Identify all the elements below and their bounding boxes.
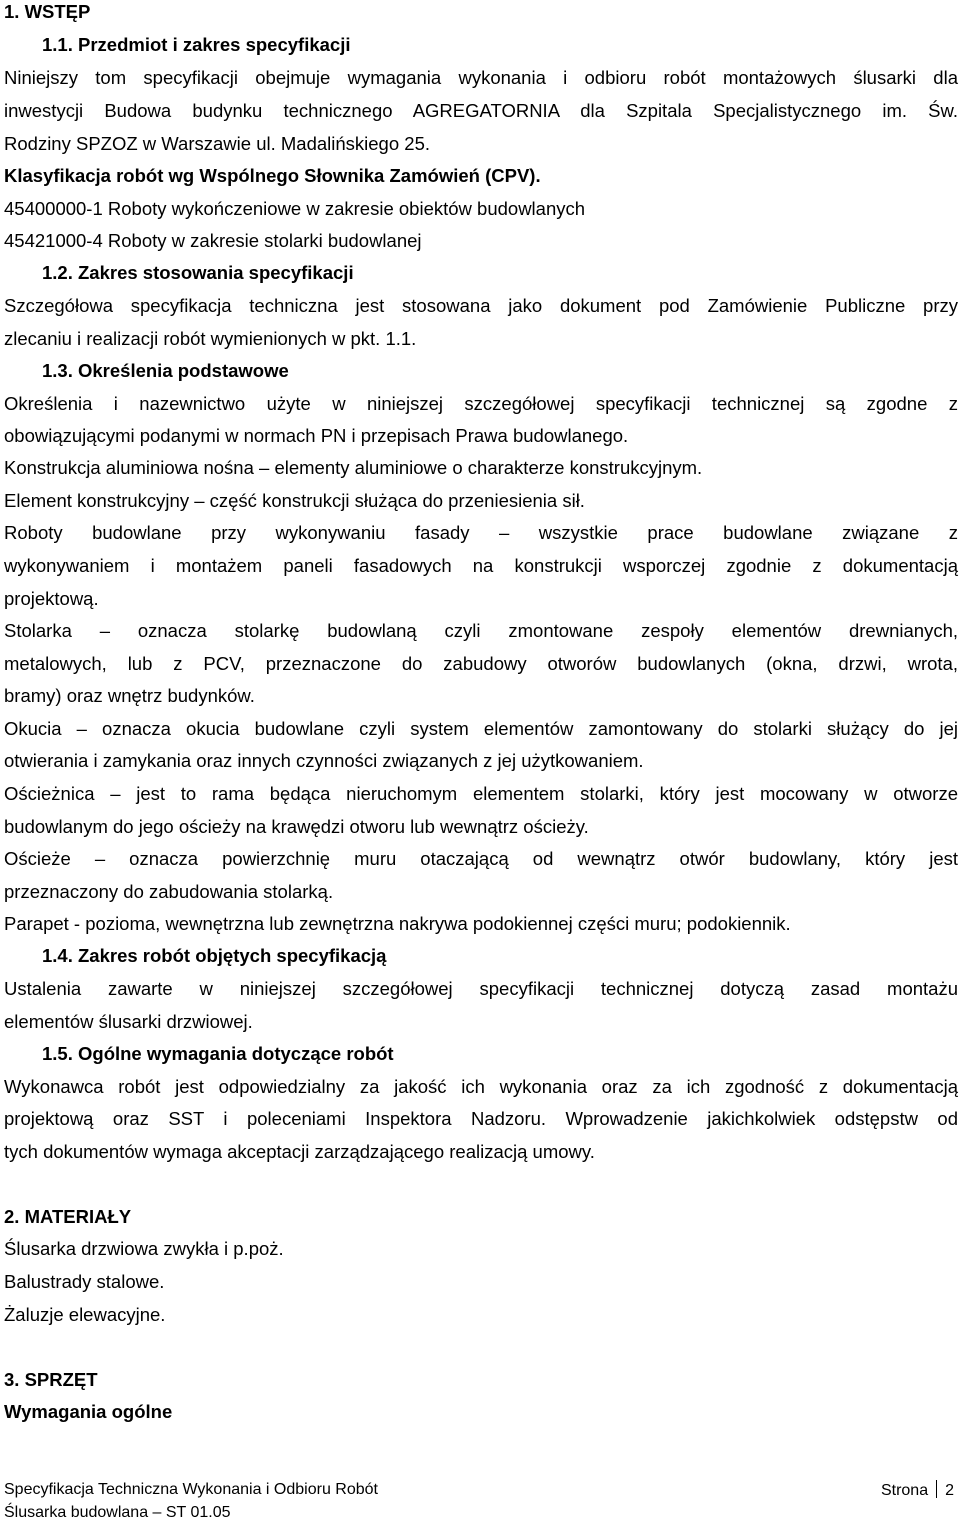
definition-line: metalowych, lub z PCV, przeznaczone do zabudowy otworów budowlanych (okna, drzwi, wrota, [4, 653, 958, 674]
definition-line: Element konstrukcyjny – część konstrukcji służąca do przeniesienia sił. [4, 490, 585, 511]
definition-line: Parapet - pozioma, wewnętrzna lub zewnętrzna nakrywa podokiennej części muru; podokiennik. [4, 913, 791, 934]
subsection-heading-1-2: 1.2. Zakres stosowania specyfikacji [42, 262, 354, 283]
section-heading-2: 2. MATERIAŁY [4, 1206, 132, 1227]
paragraph-line: tych dokumentów wymaga akceptacji zarządzającego realizacją umowy. [4, 1141, 595, 1162]
subsection-heading-1-5: 1.5. Ogólne wymagania dotyczące robót [42, 1043, 394, 1064]
paragraph-line: Niniejszy tom specyfikacji obejmuje wymagania wykonania i odbioru robót montażowych ślusarki dla [4, 67, 958, 88]
material-item: Żaluzje elewacyjne. [4, 1304, 166, 1325]
definition-line: otwierania i zamykania oraz innych czynności związanych z jej użytkowaniem. [4, 750, 644, 771]
paragraph-line: zlecaniu i realizacji robót wymienionych w pkt. 1.1. [4, 328, 417, 349]
cpv-code-line: 45421000-4 Roboty w zakresie stolarki budowlanej [4, 230, 422, 251]
paragraph-line: elementów ślusarki drzwiowej. [4, 1011, 253, 1032]
paragraph-line: Określenia i nazewnictwo użyte w niniejszej szczegółowej specyfikacji technicznej są zgodne z [4, 393, 958, 414]
subsection-heading-1-3: 1.3. Określenia podstawowe [42, 360, 289, 381]
material-item: Balustrady stalowe. [4, 1271, 165, 1292]
page-separator [936, 1480, 937, 1498]
page-number-block [881, 1480, 954, 1501]
section-heading-1: 1. WSTĘP [4, 1, 91, 22]
paragraph-line: projektową oraz SST i poleceniami Inspektora Nadzoru. Wprowadzenie jakichkolwiek odstępstw od [4, 1108, 958, 1129]
page-number: 2 [945, 1482, 954, 1499]
paragraph-line: obowiązującymi podanymi w normach PN i przepisach Prawa budowlanego. [4, 425, 629, 446]
cpv-code-line: 45400000-1 Roboty wykończeniowe w zakresie obiektów budowlanych [4, 198, 586, 219]
cpv-heading: Klasyfikacja robót wg Wspólnego Słownika Zamówień (CPV). [4, 165, 541, 186]
definition-line: Konstrukcja aluminiowa nośna – elementy aluminiowe o charakterze konstrukcyjnym. [4, 457, 703, 478]
paragraph-line: Szczegółowa specyfikacja techniczna jest stosowana jako dokument pod Zamówienie Publiczne przy [4, 295, 958, 316]
footer-subtitle: Ślusarka budowlana – ST 01.05 [4, 1504, 231, 1521]
section-heading-3: 3. SPRZĘT [4, 1369, 98, 1390]
definition-line: Ościeże – oznacza powierzchnię muru otaczającą od wewnątrz otwór budowlany, który jest [4, 848, 958, 869]
definition-line: Ościeżnica – jest to rama będąca nieruchomym elementem stolarki, który jest mocowany w otworze [4, 783, 958, 804]
definition-line: przeznaczony do zabudowania stolarką. [4, 881, 334, 902]
definition-line: projektową. [4, 588, 99, 609]
definition-line: Roboty budowlane przy wykonywaniu fasady – wszystkie prace budowlane związane z [4, 522, 958, 543]
paragraph-line: Wykonawca robót jest odpowiedzialny za jakość ich wykonania oraz za ich zgodność z dokumentacją [4, 1076, 958, 1097]
definition-line: Okucia – oznacza okucia budowlane czyli system elementów zamontowany do stolarki służący do jej [4, 718, 958, 739]
subsection-heading-1-1: 1.1. Przedmiot i zakres specyfikacji [42, 34, 351, 55]
paragraph-line: Ustalenia zawarte w niniejszej szczegółowej specyfikacji technicznej dotyczą zasad montażu [4, 978, 958, 999]
subsection-heading-1-4: 1.4. Zakres robót objętych specyfikacją [42, 945, 387, 966]
requirements-heading: Wymagania ogólne [4, 1401, 173, 1422]
definition-line: budowlanym do jego ościeży na krawędzi otworu lub wewnątrz ościeży. [4, 816, 589, 837]
paragraph-line: Rodziny SPZOZ w Warszawie ul. Madalińskiego 25. [4, 133, 430, 154]
definition-line: wykonywaniem i montażem paneli fasadowych na konstrukcji wsporczej zgodnie z dokumentacją [4, 555, 958, 576]
page-label: Strona [880, 1482, 929, 1499]
footer-title: Specyfikacja Techniczna Wykonania i Odbioru Robót [4, 1481, 378, 1498]
material-item: Ślusarka drzwiowa zwykła i p.poż. [4, 1238, 284, 1259]
paragraph-line: inwestycji Budowa budynku technicznego AGREGATORNIA dla Szpitala Specjalistycznego im. Św. [4, 100, 958, 121]
definition-line: bramy) oraz wnętrz budynków. [4, 685, 255, 706]
definition-line: Stolarka – oznacza stolarkę budowlaną czyli zmontowane zespoły elementów drewnianych, [4, 620, 958, 641]
